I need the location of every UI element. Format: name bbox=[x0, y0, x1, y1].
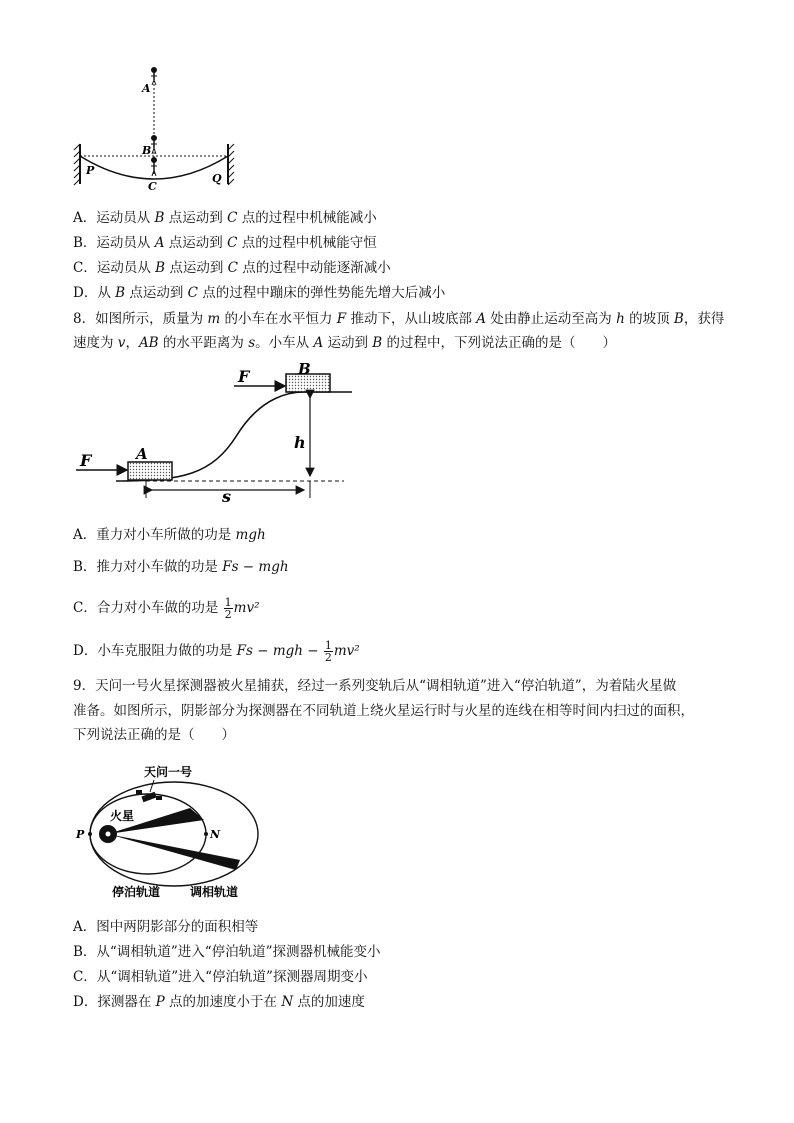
q8-option-a: A．重力对小车所做的功是 mgh bbox=[73, 527, 266, 543]
label-p: P bbox=[76, 828, 85, 841]
label-a-cart: A bbox=[136, 445, 148, 463]
athlete-at-b bbox=[151, 136, 157, 155]
q9-option-a: A．图中两阴影部分的面积相等 bbox=[73, 919, 259, 935]
q9-option-c: C．从“调相轨道”进入“停泊轨道”探测器周期变小 bbox=[73, 969, 368, 985]
q7-option-a: A．运动员从 B 点运动到 C 点的过程中机械能减小 bbox=[73, 210, 377, 226]
mars-orbit-figure bbox=[72, 756, 262, 904]
mars-center bbox=[106, 832, 111, 837]
label-b-cart: B bbox=[298, 360, 311, 378]
cart-a bbox=[128, 462, 172, 480]
label-s: s bbox=[222, 487, 232, 506]
q9-option-b: B．从“调相轨道”进入“停泊轨道”探测器机械能变小 bbox=[73, 944, 381, 960]
q9-stem-line-3: 下列说法正确的是（ ） bbox=[73, 727, 235, 743]
q9-option-d: D．探测器在 P 点的加速度小于在 N 点的加速度 bbox=[73, 994, 365, 1010]
fraction-half: $\frac{1}{2}$ bbox=[224, 596, 232, 621]
label-b: B bbox=[142, 144, 152, 157]
athlete-at-a bbox=[151, 68, 157, 86]
q8-option-b: B．推力对小车做的功是 Fs − mgh bbox=[73, 559, 289, 575]
q8-stem-line-2: 速度为 v，AB 的水平距离为 s。小车从 A 运动到 B 的过程中，下列说法正确的是（ ） bbox=[73, 335, 616, 351]
q8-option-d: D．小车克服阻力做的功是 Fs − mgh − $\frac{1}{2}$ mv² bbox=[73, 639, 360, 664]
label-p: P bbox=[86, 164, 95, 177]
point-n bbox=[204, 832, 208, 836]
fraction-half: $\frac{1}{2}$ bbox=[324, 639, 332, 664]
probe-pointer bbox=[150, 780, 154, 792]
label-c: C bbox=[148, 180, 157, 190]
q7-option-d: D．从 B 点运动到 C 点的过程中蹦床的弹性势能先增大后减小 bbox=[73, 285, 446, 301]
label-f-bottom: F bbox=[80, 451, 92, 470]
label-q: Q bbox=[212, 172, 222, 185]
label-n: N bbox=[210, 828, 221, 841]
point-p bbox=[88, 832, 92, 836]
label-f-top: F bbox=[238, 367, 250, 386]
label-probe: 天问一号 bbox=[144, 765, 193, 779]
q8-option-c: C．合力对小车做的功是 $\frac{1}{2}$ mv² bbox=[73, 596, 260, 621]
q8-stem-line-1: 8．如图所示，质量为 m 的小车在水平恒力 F 推动下，从山坡底部 A 处由静止运动至高为 h 的坡顶 B，获得 bbox=[73, 311, 725, 327]
trampoline-figure bbox=[72, 62, 240, 190]
label-a: A bbox=[142, 82, 151, 95]
label-mars: 火星 bbox=[110, 809, 135, 823]
label-phasing-orbit: 调相轨道 bbox=[190, 885, 239, 899]
shaded-area-phasing bbox=[108, 834, 240, 870]
label-parking-orbit: 停泊轨道 bbox=[112, 885, 161, 899]
label-h: h bbox=[294, 433, 306, 452]
q7-option-b: B．运动员从 A 点运动到 C 点的过程中机械能守恒 bbox=[73, 235, 377, 251]
q9-stem-line-1: 9．天问一号火星探测器被火星捕获，经过一系列变轨后从“调相轨道”进入“停泊轨道”，为着陆火星做 bbox=[73, 678, 677, 694]
q7-option-c: C．运动员从 B 点运动到 C 点的过程中动能逐渐减小 bbox=[73, 260, 391, 276]
probe-icon bbox=[136, 790, 162, 802]
q9-stem-line-2: 准备。如图所示，阴影部分为探测器在不同轨道上绕火星运行时与火星的连线在相等时间内扫过的面积， bbox=[73, 703, 694, 719]
hill-cart-figure bbox=[72, 360, 352, 506]
